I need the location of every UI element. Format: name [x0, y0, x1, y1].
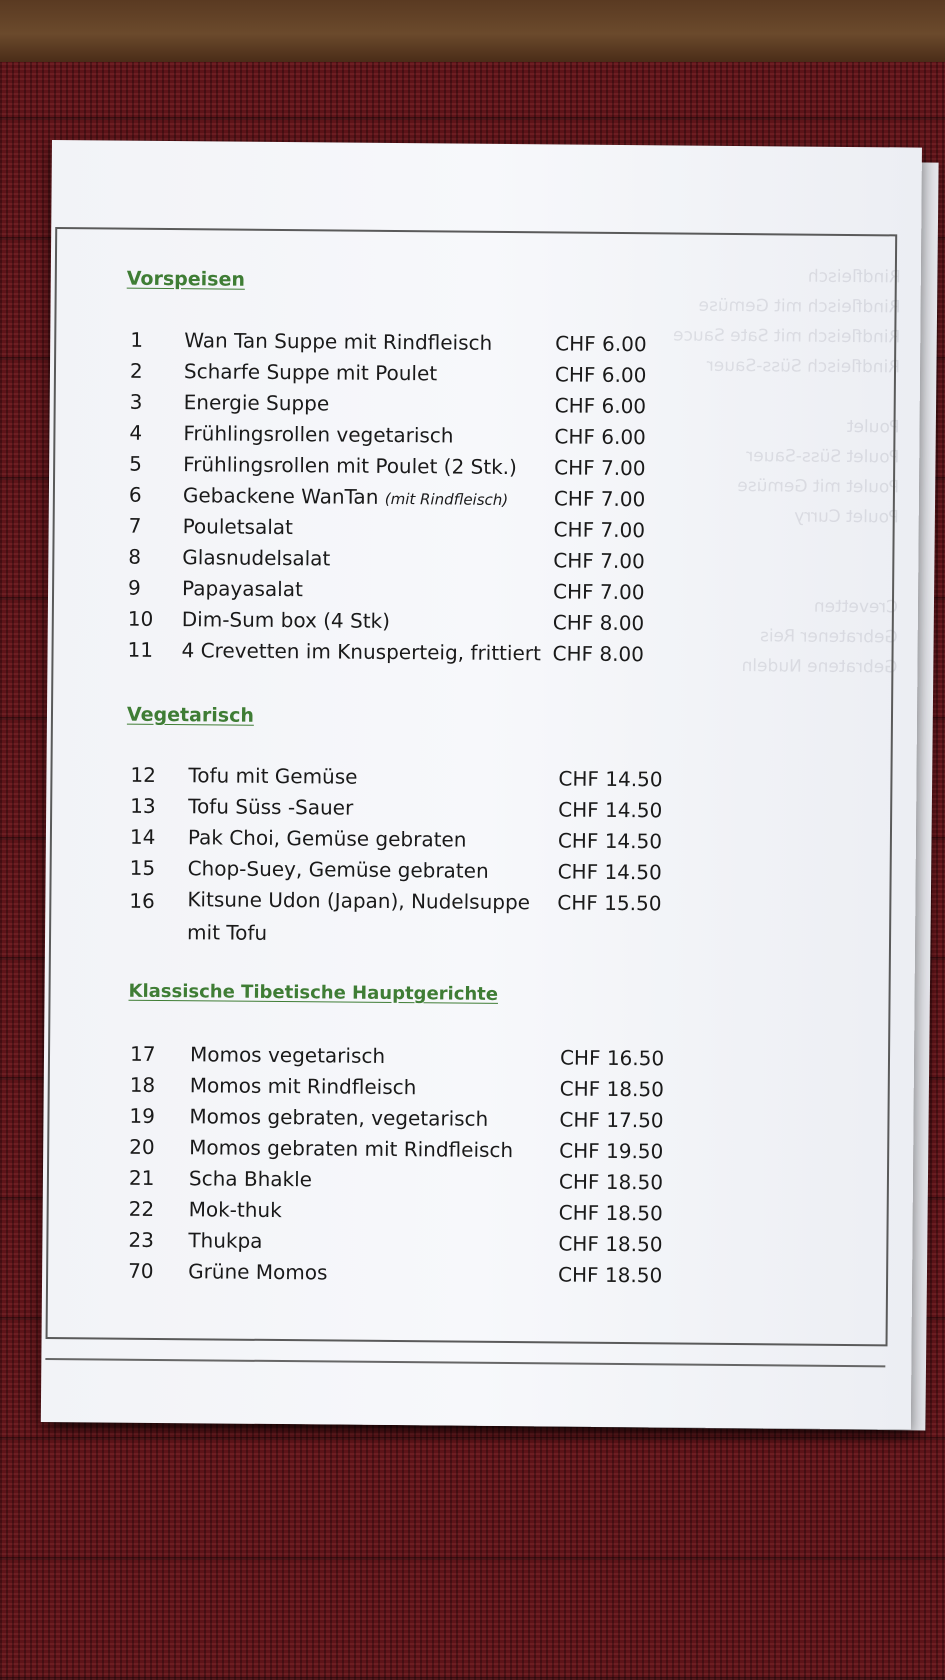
item-price: CHF 6.00 [554, 393, 647, 419]
menu-item [128, 607, 688, 643]
item-number: 1 [130, 327, 144, 352]
item-number: 17 [129, 1041, 156, 1066]
menu-item [130, 359, 690, 395]
wooden-table-edge [0, 0, 945, 62]
item-name: Dim-Sum box (4 Stk) [181, 607, 391, 633]
item-name: Wan Tan Suppe mit Rindfleisch [184, 328, 493, 355]
menu-item [129, 1104, 689, 1140]
item-price: CHF 15.50 [557, 890, 662, 916]
item-name: Pak Choi, Gemüse gebraten [187, 825, 467, 852]
item-name: Tofu mit Gemüse [188, 763, 358, 789]
menu-page [41, 140, 922, 1430]
item-number: 13 [130, 793, 156, 818]
item-number: 22 [128, 1196, 155, 1221]
item-number: 11 [127, 637, 154, 662]
item-name: Scharfe Suppe mit Poulet [183, 359, 438, 386]
item-name-main: Gebackene WanTan [182, 483, 379, 509]
item-number: 23 [128, 1227, 154, 1252]
item-number: 8 [128, 544, 142, 569]
menu-item [129, 1166, 689, 1202]
item-price: CHF 7.00 [553, 486, 646, 512]
item-price: CHF 7.00 [552, 579, 645, 605]
item-name: Papayasalat [181, 576, 303, 602]
item-number: 14 [129, 824, 156, 849]
menu-item [129, 421, 689, 457]
item-number: 19 [129, 1103, 156, 1128]
menu-item [130, 825, 690, 861]
menu-item [129, 887, 690, 954]
item-name: Pouletsalat [182, 514, 294, 540]
menu-item [128, 1259, 688, 1295]
item-number: 2 [129, 358, 143, 383]
item-number: 7 [128, 513, 142, 538]
item-name: Kitsune Udon (Japan), Nudelsuppe [187, 887, 531, 915]
item-number: 5 [129, 451, 143, 476]
menu-item [128, 1228, 688, 1264]
item-number: 6 [128, 482, 142, 507]
item-number: 16 [129, 888, 155, 913]
item-name: Tofu Süss -Sauer [188, 794, 354, 820]
menu-item [129, 452, 689, 488]
section-title-tibetische-hauptgerichte: Klassische Tibetische Hauptgerichte [128, 980, 499, 1005]
menu-item [130, 1073, 690, 1109]
item-number: 9 [127, 575, 141, 600]
item-price: CHF 6.00 [554, 424, 646, 450]
item-price: CHF 18.50 [558, 1200, 663, 1226]
item-price: CHF 19.50 [559, 1138, 664, 1164]
section-title-vegetarisch: Vegetarisch [126, 703, 255, 727]
item-name: Momos gebraten, vegetarisch [189, 1104, 489, 1131]
item-price: CHF 7.00 [553, 548, 645, 574]
menu-item [129, 856, 689, 892]
item-price: CHF 18.50 [558, 1262, 663, 1288]
item-price: CHF 8.00 [552, 641, 645, 667]
item-price: CHF 6.00 [555, 331, 647, 357]
item-number: 70 [128, 1258, 154, 1283]
item-price: CHF 14.50 [558, 797, 663, 823]
item-name: Frühlingsrollen vegetarisch [183, 421, 454, 448]
item-name-note: (mit Rindfleisch) [384, 489, 509, 509]
item-number: 3 [129, 389, 143, 414]
item-number: 20 [129, 1134, 155, 1159]
item-price: CHF 7.00 [553, 517, 646, 543]
item-name: Energie Suppe [183, 390, 330, 416]
item-price: CHF 8.00 [552, 610, 645, 636]
menu-item [130, 1042, 690, 1078]
item-name: 4 Crevetten im Knusperteig, frittiert [181, 638, 542, 666]
item-price: CHF 17.50 [559, 1107, 664, 1133]
item-name: Chop-Suey, Gemüse gebraten [187, 856, 489, 883]
menu-item [130, 390, 690, 426]
item-price: CHF 18.50 [558, 1169, 664, 1195]
menu-frame-line [45, 1358, 885, 1367]
section-title-vorspeisen: Vorspeisen [126, 267, 246, 291]
item-name: Glasnudelsalat [182, 545, 331, 571]
item-name-continued: mit Tofu [186, 920, 268, 945]
item-price: CHF 6.00 [554, 362, 647, 388]
item-name: Frühlingsrollen mit Poulet (2 Stk.) [183, 452, 518, 480]
item-number: 10 [127, 606, 154, 631]
item-number: 21 [128, 1165, 155, 1190]
item-number: 12 [130, 762, 157, 787]
item-name [183, 483, 508, 510]
item-name: Momos vegetarisch [189, 1042, 386, 1068]
menu-item [130, 794, 690, 830]
item-price: CHF 14.50 [557, 828, 663, 854]
item-name: Scha Bhakle [188, 1166, 313, 1192]
menu-item [129, 1135, 689, 1171]
menu-item [129, 1197, 689, 1233]
item-price: CHF 7.00 [554, 455, 646, 481]
item-name: Momos gebraten mit Rindfleisch [189, 1135, 514, 1163]
item-number: 4 [129, 420, 143, 445]
menu-item [128, 576, 688, 612]
item-price: CHF 18.50 [559, 1076, 664, 1102]
menu-item [128, 545, 688, 581]
item-price: CHF 14.50 [557, 859, 662, 885]
menu-item [130, 328, 690, 364]
show-through-text: Rindfleisch Rindfleisch mit Gemüse Rindfleisch mit Sate Sauce Rindfleisch Süss-Sauer Poulet Poulet Süss-Sauer Poulet mit Gemüse Poulet Curry Crevetten Gebratener Reis Gebratene Nudeln [672, 266, 901, 678]
item-price: CHF 18.50 [558, 1231, 663, 1257]
item-price: CHF 16.50 [559, 1045, 665, 1071]
menu-item [129, 483, 689, 519]
item-price: CHF 14.50 [558, 766, 663, 792]
item-number: 18 [129, 1072, 156, 1097]
item-name: Grüne Momos [188, 1259, 328, 1285]
menu-item [127, 638, 687, 674]
menu-item [130, 763, 690, 799]
menu-item [128, 514, 688, 550]
item-name: Momos mit Rindfleisch [189, 1073, 417, 1100]
item-name: Thukpa [188, 1228, 263, 1253]
item-number: 15 [129, 855, 156, 880]
item-name: Mok-thuk [188, 1197, 282, 1223]
